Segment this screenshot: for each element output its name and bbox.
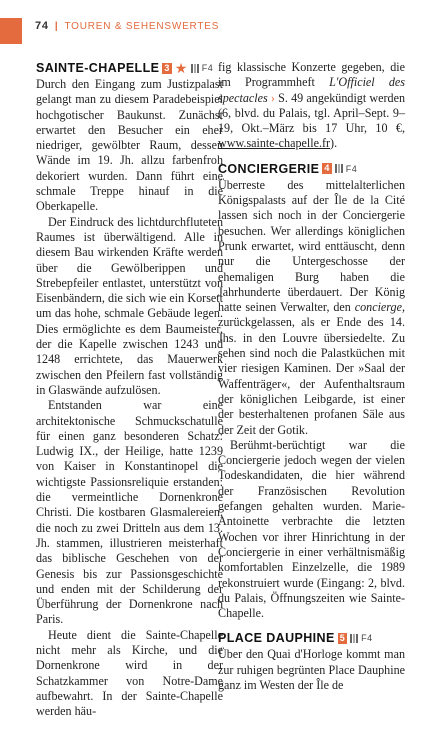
paragraph — [218, 178, 405, 438]
map-icon — [335, 164, 343, 173]
text-run: Überreste des mittelalterlichen Königspalasts auf der Île de la Cité lassen sich noch in der Conciergerie besuchen. Wer allerdings königlichen Prunk erwartet, wird enttäuscht, denn nur die Untergeschosse der ehemaligen Burg haben die Jahrhunderte überdauert. Der König hatte seinen Verwalter, den — [218, 177, 405, 315]
page-reference: S. 49 — [278, 90, 304, 105]
location-number-badge: 4 — [324, 163, 330, 174]
location-number-badge: 5 — [339, 632, 346, 643]
paragraph: Entstanden war eine architektonische Schmuckschatulle für einen ganz besonderen Schatz: Ludwig IX., der Heilige, hatte 1239 von Kaiser in Konstantinopel die wichtigste Passionsreliquie erstanden: die vermeintliche Dornenkrone Christi. Die kostbaren Glasmalereien, die noch zu zwei Dritteln aus dem 13. Jh. stammen, illustrieren meisterhaft das biblische Geschehen von der Genesis bis zur Passionsgeschichte und enden mit der Schilderung der Überführung der Dornenkrone nach Paris. — [36, 398, 223, 627]
page-number: 74 — [35, 20, 49, 32]
website-link[interactable]: www.sainte-chapelle.fr — [218, 136, 331, 151]
paragraph: Berühmt-berüchtigt war die Conciergerie jedoch wegen der vielen Todeskandidaten, die hier während der Französischen Revolution gefangen gehalten wurden. Marie-Antoinette verbrachte die letzten Wochen vor ihrer Hinrichtung in der Conciergerie in einer verhältnismäßig komfortablen Einzelzelle, die 1989 rekonstruiert wurde (Eingang: 2, blvd. du Palais, Öffnungszeiten wie Sainte-Chapelle. — [218, 437, 405, 621]
heading-sainte-chapelle — [36, 60, 223, 76]
paragraph: Heute dient die Sainte-Chapelle nicht mehr als Kirche, und die Dornenkrone wird in der Schatzkammer von Notre-Dame aufbewahrt. In der Sainte-Chapelle werden häu- — [36, 627, 223, 719]
paragraph: Über den Quai d'Horloge kommt man zur ruhigen begrünten Place Dauphine ganz im Westen der Île de — [218, 647, 405, 692]
location-number-badge: 3 — [164, 62, 170, 73]
right-column — [218, 60, 405, 693]
map-grid-reference: F4 — [345, 163, 358, 174]
page-ref-arrow-icon: › — [267, 90, 279, 105]
running-header — [35, 20, 406, 32]
paragraph: Durch den Eingang zum Justizpalast gelangt man zu diesem Paradebeispiel hochgotischer Baukunst. Zunächst erwartet den Besucher ein eher niedriger, gewölbter Raum, dessen Wände im 19. Jh. allzu farbenfroh dekoriert wurden. Dann führt eine schmale Treppe hinauf in die Oberkapelle. — [36, 77, 223, 214]
paragraph — [218, 60, 405, 152]
left-column — [36, 60, 223, 719]
map-icon — [191, 64, 199, 73]
emphasis-term: concierge, — [354, 300, 405, 315]
heading-title: SAINTE-CHAPELLE — [36, 61, 160, 75]
text-run: ). — [330, 136, 338, 151]
map-grid-reference: F4 — [361, 633, 373, 644]
page-edge-tab — [0, 18, 22, 44]
text-run: angekündigt werden (6, blvd. du Palais, tgl. April–Sept. 9–19, Okt.–März bis 17 Uhr, 10 €, — [218, 90, 406, 136]
heading-conciergerie — [218, 161, 405, 177]
heading-title: PLACE DAUPHINE — [218, 631, 335, 646]
heading-title: CONCIERGERIE — [218, 161, 320, 176]
map-icon — [350, 634, 358, 643]
header-separator: | — [54, 20, 59, 32]
paragraph: Der Eindruck des lichtdurchfluteten Raumes ist überwältigend. Alle in diesem Bau wirkenden Kräfte werden über die Gewölberippen und Strebepfeiler entlastet, unterstützt von Eisenbändern, die sich wie ein Korsett um das hohe, schmale Gebäude legen. Dies ermöglichte es dem Baumeister, der die Kapelle zwischen 1243 und 1248 errichtete, das Mauerwerk zwischen den Pfeilern fast vollständig in Glaswände aufzulösen. — [36, 214, 223, 397]
text-run: zurückgelassen, als er Ende des 14. Jhs. in den Louvre übersiedelte. Zu sehen sind noch die Palastküchen mit vier riesigen Kaminen. Der »Saal der Waffenträger«, der Aufenthaltsraum der königlichen Leibgarde, ist einer der besterhaltenen profanen Säle aus der Zeit der Gotik. — [218, 315, 405, 437]
map-grid-reference: F4 — [201, 63, 214, 73]
section-title: TOUREN & SEHENSWERTES — [64, 20, 220, 32]
publication-title: L'Officiel des spectacles — [218, 75, 406, 105]
star-icon: ★ — [174, 60, 188, 76]
heading-place-dauphine — [218, 630, 405, 646]
text-run: fig klassische Konzerte gegeben, die im Programmheft — [218, 60, 405, 90]
